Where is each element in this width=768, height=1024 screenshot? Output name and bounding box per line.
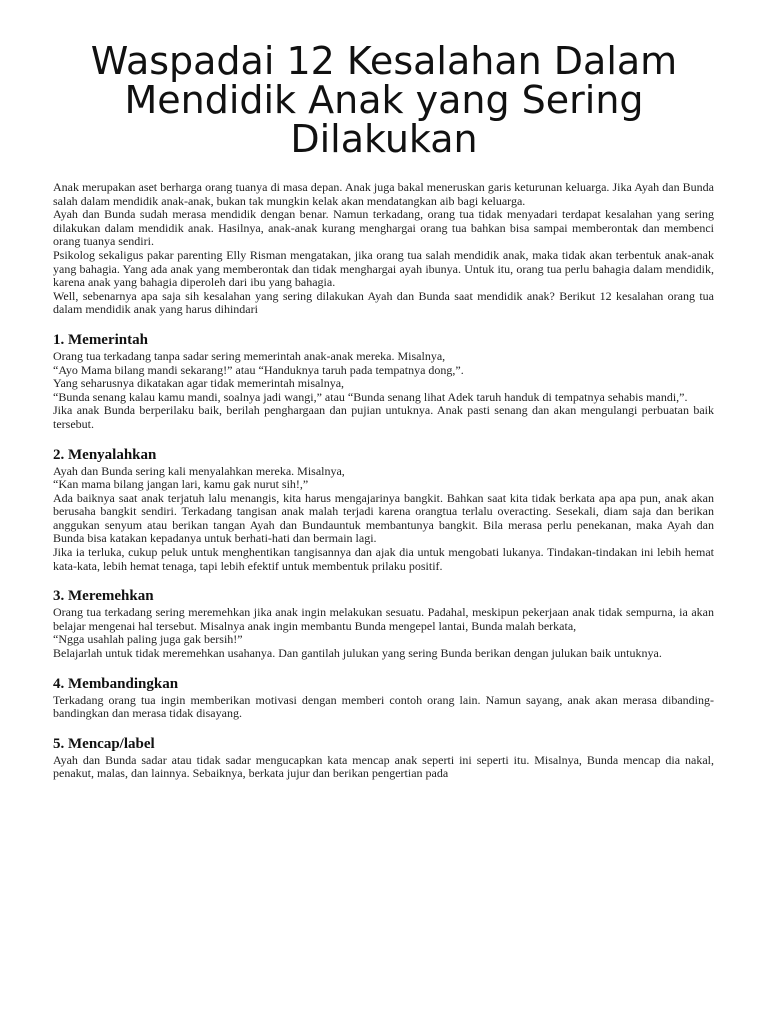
section-memerintah: [53, 331, 714, 432]
paragraph: Yang seharusnya dikatakan agar tidak memerintah misalnya,: [53, 376, 345, 391]
section-heading: 2. Menyalahkan: [53, 446, 157, 463]
section-menyalahkan: [53, 446, 714, 574]
document-title: Waspadai 12 Kesalahan Dalam Mendidik Anak yang Sering Dilakukan: [90, 39, 678, 161]
paragraph: Psikolog sekaligus pakar parenting Elly Risman mengatakan, jika orang tua salah mendidik anak, maka tidak akan terbentuk anak-anak yang bahagia. Yang ada anak yang memberontak dan tidak menghargai ayah ibunya. Untuk itu, orang tua perlu bahagia dalam mendidik, karena anak yang bahagia diperoleh dari ibu yang bahagia.: [53, 247, 714, 290]
intro: [53, 181, 714, 317]
section-heading: 4. Membandingkan: [53, 675, 179, 692]
paragraph: Ada baiknya saat anak terjatuh lalu menangis, kita harus mengajarinya bangkit. Bahkan saat kita tidak berkata apa apa pun, anak akan berusaha bangkit sendiri. Terkadang tangisan anak malah terjadi karena orangtua terlalu overacting. Sesekali, diam saja dan berikan anggukan senyum atau berikan tangan Ayah dan Bundauntuk membantunya bangkit. Bila merasa perlu penekanan, maka Ayah dan Bunda bisa katakan kepadanya untuk berhati-hati dan bermain lagi.: [53, 490, 714, 546]
paragraph: Ayah dan Bunda sudah merasa mendidik dengan benar. Namun terkadang, orang tua tidak menyadari terdapat kesalahan yang sering dilakukan dalam mendidik anak. Hasilnya, anak-anak kurang menghargai orang tua bahkan bisa sampai memberontak dan membenci orang tuanya sendiri.: [53, 207, 714, 249]
paragraph: Ayah dan Bunda sering kali menyalahkan mereka. Misalnya,: [53, 463, 345, 478]
paragraph: “Kan mama bilang jangan lari, kamu gak nurut sih!,”: [53, 477, 309, 492]
section-heading: 5. Mencap/label: [53, 735, 155, 752]
paragraph: Ayah dan Bunda sadar atau tidak sadar mengucapkan kata mencap anak seperti ini seperti itu. Misalnya, Bunda mencap dia nakal, penakut, malas, dan lainnya. Sebaiknya, berkata jujur dan berikan pengertian pada: [53, 752, 714, 781]
paragraph: “Ngga usahlah paling juga gak bersih!”: [53, 632, 243, 647]
section-heading: 1. Memerintah: [53, 331, 148, 348]
section-heading: 3. Meremehkan: [53, 588, 154, 605]
paragraph: Terkadang orang tua ingin memberikan motivasi dengan memberi contoh orang lain. Namun sayang, anak akan merasa dibanding-bandingkan dan merasa tidak disayang.: [53, 692, 714, 721]
paragraph: Orang tua terkadang sering meremehkan jika anak ingin melakukan sesuatu. Padahal, meskipun pekerjaan anak tidak sempurna, ia akan belajar mengenai hal tersebut. Misalnya anak ingin membantu Bunda mengepel lantai, Bunda malah berkata,: [53, 605, 714, 633]
section-mencap-label: [53, 735, 714, 781]
paragraph: Belajarlah untuk tidak meremehkan usahanya. Dan gantilah julukan yang sering Bunda berikan dengan julukan baik untuknya.: [53, 646, 662, 661]
paragraph: Jika ia terluka, cukup peluk untuk menghentikan tangisannya dan ajak dia untuk mengobati lukanya. Tindakan-tindakan ini lebih hemat kata-kata, lebih hemat tenaga, tapi lebih efektif untuk membentuk prilaku positif.: [53, 545, 714, 573]
paragraph: Jika anak Bunda berperilaku baik, berilah penghargaan dan pujian untuknya. Anak pasti senang dan akan mengulangi perbuatan baik tersebut.: [53, 403, 714, 431]
paragraph: Well, sebenarnya apa saja sih kesalahan yang sering dilakukan Ayah dan Bunda saat mendidik anak? Berikut 12 kesalahan orang tua dalam mendidik anak yang harus dihindari: [53, 288, 714, 317]
paragraph: Anak merupakan aset berharga orang tuanya di masa depan. Anak juga bakal meneruskan garis keturunan keluarga. Jika Ayah dan Bunda salah dalam mendidik anak-anak, bukan tak mungkin kelak akan mendatangkan aib bagi keluarga.: [53, 180, 714, 208]
paragraph: “Bunda senang kalau kamu mandi, soalnya jadi wangi,” atau “Bunda senang lihat Adek taruh handuk di tempatnya sehabis mandi,”.: [53, 389, 688, 404]
section-membandingkan: [53, 675, 714, 721]
document-body: [53, 181, 714, 781]
paragraph: Orang tua terkadang tanpa sadar sering memerintah anak-anak mereka. Misalnya,: [53, 348, 446, 363]
paragraph: “Ayo Mama bilang mandi sekarang!” atau “Handuknya taruh pada tempatnya dong,”.: [53, 362, 464, 377]
section-meremehkan: [53, 587, 714, 660]
